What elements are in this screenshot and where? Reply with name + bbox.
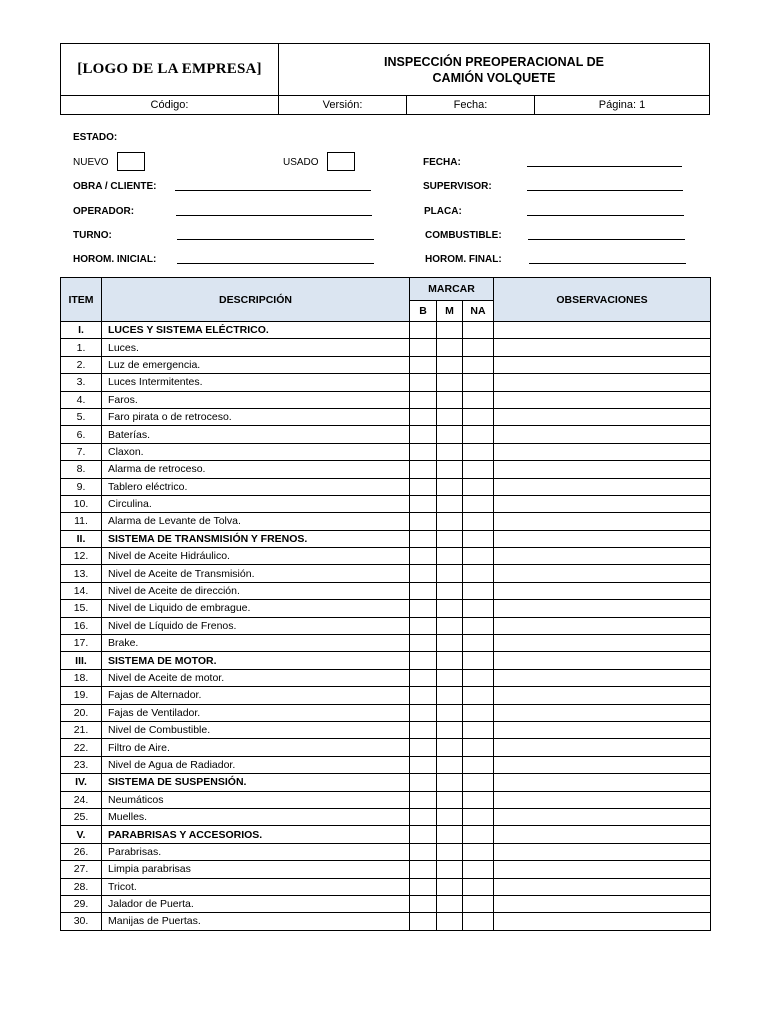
mark-na-cell[interactable] — [463, 756, 494, 773]
mark-m-cell[interactable] — [437, 721, 463, 738]
observaciones-cell[interactable] — [494, 635, 711, 652]
mark-m-cell[interactable] — [437, 617, 463, 634]
mark-b-cell[interactable] — [410, 617, 437, 634]
observaciones-cell[interactable] — [494, 548, 711, 565]
mark-m-cell[interactable] — [437, 374, 463, 391]
mark-b-cell[interactable] — [410, 495, 437, 512]
col-header-b: B — [410, 301, 437, 322]
mark-b-cell[interactable] — [410, 895, 437, 912]
mark-na-cell[interactable] — [463, 721, 494, 738]
table-row — [61, 843, 711, 860]
item-number: 3. — [61, 374, 102, 391]
placa-label: PLACA: — [424, 206, 462, 217]
observaciones-cell[interactable] — [494, 339, 711, 356]
item-description: Nivel de Aceite de dirección. — [102, 582, 410, 599]
observaciones-cell[interactable] — [494, 669, 711, 686]
mark-na-cell[interactable] — [463, 495, 494, 512]
item-description: Nivel de Liquido de embrague. — [102, 600, 410, 617]
table-row — [61, 495, 711, 512]
table-row — [61, 565, 711, 582]
mark-m-cell[interactable] — [437, 756, 463, 773]
item-description: Alarma de retroceso. — [102, 461, 410, 478]
mark-na-cell[interactable] — [463, 808, 494, 825]
mark-m-cell[interactable] — [437, 356, 463, 373]
mark-na-cell[interactable] — [463, 461, 494, 478]
item-description: Nivel de Aceite Hidráulico. — [102, 548, 410, 565]
item-number: 6. — [61, 426, 102, 443]
item-description: Baterías. — [102, 426, 410, 443]
item-number: 21. — [61, 721, 102, 738]
item-number: V. — [61, 826, 102, 843]
mark-b-cell[interactable] — [410, 704, 437, 721]
observaciones-cell[interactable] — [494, 826, 711, 843]
mark-m-cell[interactable] — [437, 774, 463, 791]
item-description: Faros. — [102, 391, 410, 408]
mark-b-cell[interactable] — [410, 669, 437, 686]
table-row — [61, 704, 711, 721]
placa-input-line[interactable] — [527, 215, 684, 216]
section-row — [61, 826, 711, 843]
item-description: LUCES Y SISTEMA ELÉCTRICO. — [102, 322, 410, 339]
document-header — [60, 43, 710, 115]
item-number: 25. — [61, 808, 102, 825]
mark-m-cell[interactable] — [437, 426, 463, 443]
observaciones-cell[interactable] — [494, 426, 711, 443]
mark-b-cell[interactable] — [410, 652, 437, 669]
observaciones-cell[interactable] — [494, 808, 711, 825]
item-number: 26. — [61, 843, 102, 860]
item-number: 17. — [61, 635, 102, 652]
item-description: Luces Intermitentes. — [102, 374, 410, 391]
item-number: 4. — [61, 391, 102, 408]
obra-cliente-label: OBRA / CLIENTE: — [73, 181, 157, 192]
mark-m-cell[interactable] — [437, 895, 463, 912]
mark-b-cell[interactable] — [410, 635, 437, 652]
mark-b-cell[interactable] — [410, 774, 437, 791]
observaciones-cell[interactable] — [494, 513, 711, 530]
item-description: Nivel de Combustible. — [102, 721, 410, 738]
item-number: 12. — [61, 548, 102, 565]
mark-m-cell[interactable] — [437, 739, 463, 756]
table-row — [61, 548, 711, 565]
item-description: Alarma de Levante de Tolva. — [102, 513, 410, 530]
mark-b-cell[interactable] — [410, 478, 437, 495]
obra-cliente-input-line[interactable] — [175, 190, 371, 191]
mark-b-cell[interactable] — [410, 443, 437, 460]
item-description: Limpia parabrisas — [102, 861, 410, 878]
mark-b-cell[interactable] — [410, 565, 437, 582]
item-number: 7. — [61, 443, 102, 460]
observaciones-cell[interactable] — [494, 495, 711, 512]
mark-m-cell[interactable] — [437, 478, 463, 495]
mark-m-cell[interactable] — [437, 339, 463, 356]
mark-m-cell[interactable] — [437, 652, 463, 669]
table-row — [61, 461, 711, 478]
mark-na-cell[interactable] — [463, 652, 494, 669]
item-number: 19. — [61, 687, 102, 704]
pagina-field: Página: 1 — [598, 99, 646, 111]
table-row — [61, 408, 711, 425]
table-row — [61, 878, 711, 895]
mark-m-cell[interactable] — [437, 408, 463, 425]
observaciones-cell[interactable] — [494, 356, 711, 373]
item-number: 9. — [61, 478, 102, 495]
col-header-m: M — [437, 301, 463, 322]
item-description: Nivel de Agua de Radiador. — [102, 756, 410, 773]
mark-na-cell[interactable] — [463, 530, 494, 547]
item-number: IV. — [61, 774, 102, 791]
item-number: 1. — [61, 339, 102, 356]
observaciones-cell[interactable] — [494, 704, 711, 721]
mark-b-cell[interactable] — [410, 426, 437, 443]
combustible-label: COMBUSTIBLE: — [425, 230, 502, 241]
mark-m-cell[interactable] — [437, 600, 463, 617]
company-logo-placeholder: [LOGO DE LA EMPRESA] — [61, 44, 279, 95]
mark-na-cell[interactable] — [463, 548, 494, 565]
item-description: Luz de emergencia. — [102, 356, 410, 373]
observaciones-cell[interactable] — [494, 530, 711, 547]
mark-na-cell[interactable] — [463, 408, 494, 425]
mark-na-cell[interactable] — [463, 895, 494, 912]
mark-b-cell[interactable] — [410, 861, 437, 878]
mark-na-cell[interactable] — [463, 739, 494, 756]
item-number: 28. — [61, 878, 102, 895]
mark-na-cell[interactable] — [463, 322, 494, 339]
mark-b-cell[interactable] — [410, 356, 437, 373]
item-description: Tablero eléctrico. — [102, 478, 410, 495]
observaciones-cell[interactable] — [494, 895, 711, 912]
item-description: Claxon. — [102, 443, 410, 460]
codigo-field: Código: — [61, 96, 279, 115]
mark-na-cell[interactable] — [463, 704, 494, 721]
supervisor-input-line[interactable] — [527, 190, 683, 191]
observaciones-cell[interactable] — [494, 843, 711, 860]
item-number: 15. — [61, 600, 102, 617]
item-number: 14. — [61, 582, 102, 599]
item-number: 10. — [61, 495, 102, 512]
item-number: 20. — [61, 704, 102, 721]
item-description: SISTEMA DE TRANSMISIÓN Y FRENOS. — [102, 530, 410, 547]
col-header-descripcion: DESCRIPCIÓN — [102, 278, 410, 322]
section-row — [61, 322, 711, 339]
mark-b-cell[interactable] — [410, 600, 437, 617]
turno-label: TURNO: — [73, 230, 112, 241]
col-header-observaciones: OBSERVACIONES — [494, 278, 711, 322]
table-row — [61, 739, 711, 756]
inspection-checklist-table — [60, 277, 711, 931]
mark-na-cell[interactable] — [463, 635, 494, 652]
item-description: Parabrisas. — [102, 843, 410, 860]
observaciones-cell[interactable] — [494, 478, 711, 495]
item-description: Tricot. — [102, 878, 410, 895]
section-row — [61, 530, 711, 547]
mark-m-cell[interactable] — [437, 687, 463, 704]
table-row — [61, 582, 711, 599]
mark-m-cell[interactable] — [437, 843, 463, 860]
table-row — [61, 513, 711, 530]
observaciones-cell[interactable] — [494, 391, 711, 408]
nuevo-label: NUEVO — [73, 157, 109, 168]
mark-b-cell[interactable] — [410, 530, 437, 547]
item-description: Nivel de Aceite de Transmisión. — [102, 565, 410, 582]
mark-na-cell[interactable] — [463, 669, 494, 686]
mark-b-cell[interactable] — [410, 374, 437, 391]
turno-input-line[interactable] — [177, 239, 374, 240]
mark-m-cell[interactable] — [437, 565, 463, 582]
fecha-header-field: Fecha: — [407, 96, 535, 115]
table-row — [61, 791, 711, 808]
mark-na-cell[interactable] — [463, 374, 494, 391]
item-description: Muelles. — [102, 808, 410, 825]
table-row — [61, 669, 711, 686]
estado-label: ESTADO: — [73, 132, 118, 143]
item-number: 23. — [61, 756, 102, 773]
observaciones-cell[interactable] — [494, 582, 711, 599]
observaciones-cell[interactable] — [494, 443, 711, 460]
mark-na-cell[interactable] — [463, 565, 494, 582]
observaciones-cell[interactable] — [494, 461, 711, 478]
mark-m-cell[interactable] — [437, 861, 463, 878]
table-row — [61, 895, 711, 912]
observaciones-cell[interactable] — [494, 774, 711, 791]
mark-na-cell[interactable] — [463, 826, 494, 843]
table-row — [61, 443, 711, 460]
supervisor-label: SUPERVISOR: — [423, 181, 492, 192]
observaciones-cell[interactable] — [494, 756, 711, 773]
mark-b-cell[interactable] — [410, 843, 437, 860]
observaciones-cell[interactable] — [494, 322, 711, 339]
mark-b-cell[interactable] — [410, 461, 437, 478]
item-number: 5. — [61, 408, 102, 425]
mark-b-cell[interactable] — [410, 808, 437, 825]
mark-na-cell[interactable] — [463, 861, 494, 878]
nuevo-checkbox[interactable] — [117, 152, 145, 171]
mark-na-cell[interactable] — [463, 913, 494, 930]
mark-m-cell[interactable] — [437, 548, 463, 565]
item-number: 27. — [61, 861, 102, 878]
table-row — [61, 339, 711, 356]
observaciones-cell[interactable] — [494, 600, 711, 617]
mark-m-cell[interactable] — [437, 913, 463, 930]
item-description: Faro pirata o de retroceso. — [102, 408, 410, 425]
item-number: I. — [61, 322, 102, 339]
usado-checkbox[interactable] — [327, 152, 355, 171]
mark-m-cell[interactable] — [437, 495, 463, 512]
mark-m-cell[interactable] — [437, 878, 463, 895]
mark-b-cell[interactable] — [410, 878, 437, 895]
mark-m-cell[interactable] — [437, 322, 463, 339]
mark-b-cell[interactable] — [410, 721, 437, 738]
mark-na-cell[interactable] — [463, 391, 494, 408]
mark-na-cell[interactable] — [463, 339, 494, 356]
mark-b-cell[interactable] — [410, 687, 437, 704]
col-header-marcar: MARCAR — [410, 278, 494, 301]
observaciones-cell[interactable] — [494, 374, 711, 391]
horom-final-input-line[interactable] — [529, 263, 686, 264]
observaciones-cell[interactable] — [494, 652, 711, 669]
mark-b-cell[interactable] — [410, 322, 437, 339]
table-row — [61, 687, 711, 704]
title-line-2: CAMIÓN VOLQUETE — [432, 70, 556, 85]
mark-na-cell[interactable] — [463, 582, 494, 599]
mark-m-cell[interactable] — [437, 461, 463, 478]
table-row — [61, 356, 711, 373]
item-number: 8. — [61, 461, 102, 478]
mark-na-cell[interactable] — [463, 687, 494, 704]
mark-b-cell[interactable] — [410, 339, 437, 356]
document-title — [279, 44, 709, 95]
observaciones-cell[interactable] — [494, 861, 711, 878]
operador-input-line[interactable] — [176, 215, 372, 216]
document-meta-row — [61, 95, 709, 115]
horom-inicial-label: HOROM. INICIAL: — [73, 254, 157, 265]
mark-b-cell[interactable] — [410, 739, 437, 756]
item-number: 30. — [61, 913, 102, 930]
observaciones-cell[interactable] — [494, 791, 711, 808]
fecha-label: FECHA: — [423, 157, 461, 168]
mark-na-cell[interactable] — [463, 617, 494, 634]
item-description: Fajas de Alternador. — [102, 687, 410, 704]
mark-b-cell[interactable] — [410, 548, 437, 565]
item-number: 11. — [61, 513, 102, 530]
item-description: Fajas de Ventilador. — [102, 704, 410, 721]
mark-b-cell[interactable] — [410, 756, 437, 773]
observaciones-cell[interactable] — [494, 687, 711, 704]
operador-label: OPERADOR: — [73, 206, 135, 217]
item-number: 29. — [61, 895, 102, 912]
mark-na-cell[interactable] — [463, 513, 494, 530]
mark-m-cell[interactable] — [437, 669, 463, 686]
table-row — [61, 391, 711, 408]
mark-na-cell[interactable] — [463, 878, 494, 895]
observaciones-cell[interactable] — [494, 617, 711, 634]
observaciones-cell[interactable] — [494, 408, 711, 425]
table-row — [61, 478, 711, 495]
horom-final-label: HOROM. FINAL: — [425, 254, 502, 265]
title-line-1: INSPECCIÓN PREOPERACIONAL DE — [384, 54, 604, 69]
item-number: 13. — [61, 565, 102, 582]
mark-b-cell[interactable] — [410, 582, 437, 599]
item-number: 24. — [61, 791, 102, 808]
fecha-input-line[interactable] — [527, 166, 682, 167]
mark-b-cell[interactable] — [410, 391, 437, 408]
item-description: Brake. — [102, 635, 410, 652]
item-number: 16. — [61, 617, 102, 634]
mark-na-cell[interactable] — [463, 791, 494, 808]
item-description: SISTEMA DE MOTOR. — [102, 652, 410, 669]
item-description: Circulina. — [102, 495, 410, 512]
item-description: Neumáticos — [102, 791, 410, 808]
mark-b-cell[interactable] — [410, 408, 437, 425]
col-header-item: ITEM — [61, 278, 102, 322]
table-row — [61, 913, 711, 930]
mark-b-cell[interactable] — [410, 826, 437, 843]
item-description: PARABRISAS Y ACCESORIOS. — [102, 826, 410, 843]
mark-na-cell[interactable] — [463, 443, 494, 460]
item-number: 18. — [61, 669, 102, 686]
observaciones-cell[interactable] — [494, 565, 711, 582]
col-header-na: NA — [463, 301, 494, 322]
item-number: 22. — [61, 739, 102, 756]
section-row — [61, 652, 711, 669]
item-number: III. — [61, 652, 102, 669]
table-row — [61, 861, 711, 878]
mark-na-cell[interactable] — [463, 356, 494, 373]
mark-m-cell[interactable] — [437, 582, 463, 599]
observaciones-cell[interactable] — [494, 913, 711, 930]
mark-m-cell[interactable] — [437, 704, 463, 721]
mark-na-cell[interactable] — [463, 843, 494, 860]
mark-na-cell[interactable] — [463, 478, 494, 495]
horom-inicial-input-line[interactable] — [177, 263, 374, 264]
mark-na-cell[interactable] — [463, 426, 494, 443]
mark-m-cell[interactable] — [437, 513, 463, 530]
mark-m-cell[interactable] — [437, 391, 463, 408]
item-description: Luces. — [102, 339, 410, 356]
combustible-input-line[interactable] — [528, 239, 685, 240]
mark-na-cell[interactable] — [463, 600, 494, 617]
observaciones-cell[interactable] — [494, 739, 711, 756]
table-row — [61, 756, 711, 773]
table-row — [61, 426, 711, 443]
observaciones-cell[interactable] — [494, 721, 711, 738]
item-description: Jalador de Puerta. — [102, 895, 410, 912]
table-row — [61, 374, 711, 391]
table-row — [61, 600, 711, 617]
item-description: Filtro de Aire. — [102, 739, 410, 756]
mark-m-cell[interactable] — [437, 826, 463, 843]
mark-m-cell[interactable] — [437, 808, 463, 825]
mark-m-cell[interactable] — [437, 635, 463, 652]
version-field: Versión: — [279, 96, 407, 115]
mark-na-cell[interactable] — [463, 774, 494, 791]
item-description: Nivel de Aceite de motor. — [102, 669, 410, 686]
table-row — [61, 635, 711, 652]
mark-b-cell[interactable] — [410, 791, 437, 808]
table-row — [61, 617, 711, 634]
item-number: 2. — [61, 356, 102, 373]
table-row — [61, 808, 711, 825]
mark-m-cell[interactable] — [437, 530, 463, 547]
item-number: II. — [61, 530, 102, 547]
table-row — [61, 721, 711, 738]
section-row — [61, 774, 711, 791]
observaciones-cell[interactable] — [494, 878, 711, 895]
mark-b-cell[interactable] — [410, 913, 437, 930]
mark-m-cell[interactable] — [437, 791, 463, 808]
mark-b-cell[interactable] — [410, 513, 437, 530]
usado-label: USADO — [283, 157, 319, 168]
item-description: Nivel de Líquido de Frenos. — [102, 617, 410, 634]
item-description: SISTEMA DE SUSPENSIÓN. — [102, 774, 410, 791]
item-description: Manijas de Puertas. — [102, 913, 410, 930]
mark-m-cell[interactable] — [437, 443, 463, 460]
